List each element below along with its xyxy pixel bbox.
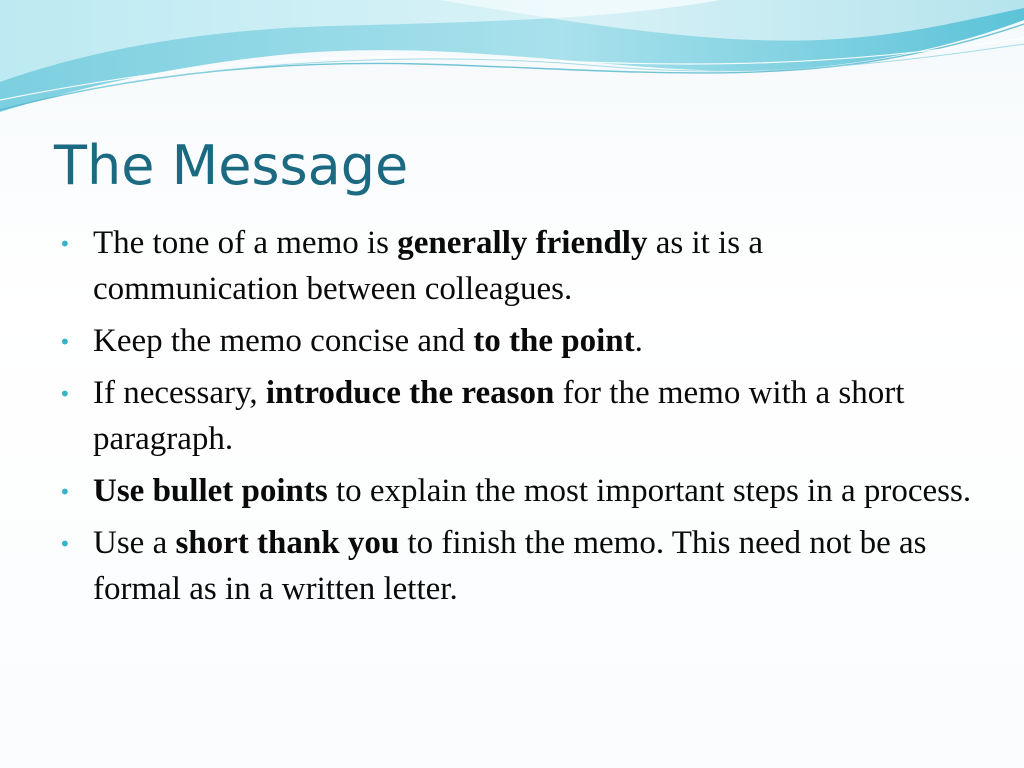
bullet-text: . xyxy=(634,323,643,359)
bullet-text: to finish the memo. This need not be as formal as in a written letter. xyxy=(93,525,927,607)
bullet-item xyxy=(56,318,976,364)
bullet-item xyxy=(56,468,976,514)
bullet-emphasis: short thank you xyxy=(175,525,400,561)
bullet-text: Use a xyxy=(93,525,176,561)
bullet-text: The tone of a memo is xyxy=(93,225,398,261)
bullet-icon: • xyxy=(59,382,71,406)
bullet-icon: • xyxy=(59,330,71,354)
bullet-text: If necessary, xyxy=(93,375,266,411)
bullet-emphasis: to the point xyxy=(473,323,635,359)
bullet-icon: • xyxy=(59,532,71,556)
bullet-list xyxy=(56,220,976,618)
bullet-emphasis: generally friendly xyxy=(397,225,648,261)
bullet-text: to explain the most important steps in a process. xyxy=(327,473,972,509)
bullet-emphasis: introduce the reason xyxy=(265,375,555,411)
bullet-item xyxy=(56,220,976,312)
bullet-emphasis: Use bullet points xyxy=(93,473,328,509)
bullet-text: for the memo with a short paragraph. xyxy=(93,375,905,457)
slide-title: The Message xyxy=(54,134,409,197)
bullet-text: as it is a communication between colleagues. xyxy=(93,225,763,307)
bullet-icon: • xyxy=(59,480,71,504)
bullet-icon: • xyxy=(59,232,71,256)
bullet-text: Keep the memo concise and xyxy=(93,323,474,359)
header-wave-decoration xyxy=(0,0,1024,130)
bullet-item xyxy=(56,370,976,462)
bullet-item xyxy=(56,520,976,612)
